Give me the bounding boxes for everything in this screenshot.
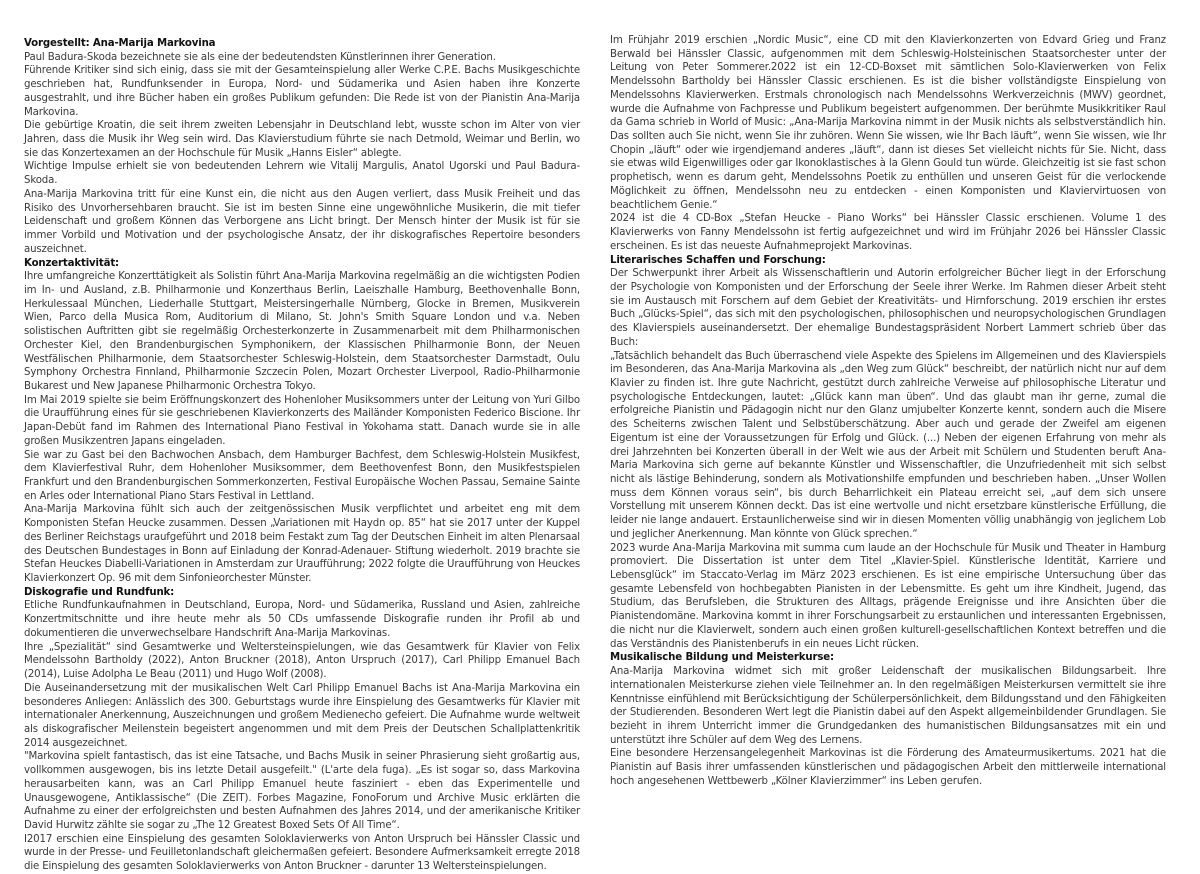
paragraph: Ihre umfangreiche Konzerttätigkeit als Solistin führt Ana-Marija Markovina regelmäßig an die wichtigsten Podien im In- und Ausland, z.B. Philharmonie und Konzerthaus Berlin, Laeiszhalle Hamburg, Beethovenhalle Bonn, Herkulessaal München, Liederhalle Stuttgart, Meistersingerhalle Nürnberg, Glocke in Bremen, Musikverein Wien, Parco della Musica Rom, Auditorium di Milano, St. John's Smith Square London und v.a. Neben solistischen Auftritten gibt sie regelmäßig Orchesterkonzerte in Zusammenarbeit mit dem Philharmonischen Orchester Kiel, den Brandenburgischen Symphonikern, der Klassischen Philharmonie Bonn, der Neuen Westfälischen Philharmonie, dem Staatsorchester Schleswig-Holstein, dem Staatsorchester Darmstadt, Oulu Symphony Orchestra Finnland, Philharmonie Szczecin Polen, Mozart Orchester Liverpool, Radio-Philharmonie Bukarest und New Japanese Philharmonic Orchestra Tokyo. <box>24 271 580 392</box>
paragraph: Wichtige Impulse erhielt sie von bedeutenden Lehrern wie Vitalij Margulis, Anatol Ugorski und Paul Badura-Skoda. <box>24 161 580 187</box>
paragraph: "Markovina spielt fantastisch, das ist eine Tatsache, und Bachs Musik in seiner Phrasierung sieht großartig aus, vollkommen ausgewogen, bis ins letzte Detail ausgefeilt." (L'arte dela fuga). „Es ist sogar so, dass Markovina herausarbeiten kann, was an Carl Philipp Emanuel heute fasziniert - eben das Experimentelle und Unausgewogene, Antiklassische“ (Die ZEIT). Forbes Magazine, FonoForum und Archive Music erklärten die Aufnahme zu einer der erfolgreichsten und besten Aufnahmen des Jahres 2014, und der amerikanische Kritiker David Hurwitz zählte sie sogar zu „The 12 Greatest Boxed Sets Of All Time“. <box>24 751 580 831</box>
paragraph: Im Mai 2019 spielte sie beim Eröffnungskonzert des Hohenloher Musiksommers unter der Leitung von Yuri Gilbo die Uraufführung eines für sie geschriebenen Klavierkonzerts des Mailänder Komponisten Federico Biscione. Ihr Japan-Debüt fand im Rahmen des International Piano Festival in Yokohama statt. Danach wurde sie in alle großen Musikzentren Japans eingeladen. <box>24 394 580 447</box>
page-title: Vorgestellt: Ana-Marija Markovina <box>24 38 216 49</box>
paragraph: Der Schwerpunkt ihrer Arbeit als Wissenschaftlerin und Autorin erfolgreicher Bücher liegt in der Erforschung der Psychologie von Komponisten und der Erforschung der Seele ihrer Werke. Im Rahmen dieser Arbeit steht sie im Austausch mit Forschern auf dem Gebiet der Kreativitäts- und Hirnforschung. 2019 erschien ihr erstes Buch „Glücks-Spiel“, das sich mit den psychologischen, philosophischen und neuropsychologischen Grundlagen des Klavierspiels auseinandersetzt. Der ehemalige Bundestagspräsident Norbert Lammert schrieb über das Buch: <box>610 268 1166 348</box>
paragraph: Ana-Marija Markovina fühlt sich auch der zeitgenössischen Musik verpflichtet und arbeitet eng mit dem Komponisten Stefan Heucke zusammen. Dessen „Variationen mit Haydn op. 85“ hat sie 2017 unter der Kuppel des Berliner Reichstags uraufgeführt und 2018 beim Festakt zum Tag der Deutschen Einheit im alten Plenarsaal des Deutschen Bundestages in Bonn auf Einladung der Konrad-Adenauer- Stiftung wiederholt. 2019 brachte sie Stefan Heuckes Diabelli-Variationen in Amsterdam zur Uraufführung; 2022 folgte die Uraufführung von Heuckes Klavierkonzert Op. 96 mit dem Sinfonieorchester Münster. <box>24 504 580 585</box>
paragraph: 2023 wurde Ana-Marija Markovina mit summa cum laude an der Hochschule für Musik und Theater in Hamburg promoviert. Die Dissertation ist unter dem Titel „Klavier-Spiel. Künstlerische Identität, Karriere und Lebensglück“ im Staccato-Verlag im März 2023 erschienen. Es ist eine empirische Untersuchung über das gesamte Lebensfeld von hochbegabten Pianisten in der Lebensmitte. Es geht um ihre Kindheit, Jugend, das Studium, das Berufsleben, die Strukturen des Alltags, prägende Ereignisse und ihre Ansichten über die Pianistendomäne. Markovina kommt in ihrer Forschungsarbeit zu erstaunlichen und interessanten Ergebnissen, die nicht nur die Klavierwelt, sondern auch einen großen kulturell-gesellschaftlichen Kontext betreffen und die das Verständnis des Pianistenberufs in ein neues Licht rücken. <box>610 542 1166 650</box>
paragraph: Im Frühjahr 2019 erschien „Nordic Music“, eine CD mit den Klavierkonzerten von Edvard Grieg und Franz Berwald bei Hänssler Classic, aufgenommen mit dem Schleswig-Holsteinischen Staatsorchester unter der Leitung von Peter Sommerer.2022 ist ein 12-CD-Boxset mit sämtlichen Solo-Klavierwerken von Felix Mendelssohn Bartholdy bei Hänssler Classic erschienen. Es ist die bisher vollständigste Einspielung von Mendelssohns Klavierwerken. Erstmals chronologisch nach Mendelssohns Werkverzeichnis (MWV) geordnet, wurde die Aufnahme von Fachpresse und Publikum begeistert aufgenommen. Der berühmte Musikkritiker Raul da Gama schrieb in World of Music: „Ana-Marija Markovina nimmt in der Musik nichts als selbstverständlich hin. Das sollten auch Sie nicht, wenn Sie ihr zuhören. Wenn Sie wissen, wie Ihr Bach läuft“, wenn Sie wissen, wie Ihr Chopin „läuft“ oder wie irgendjemand anderes „läuft“, dann ist dieses Set vielleicht nichts für Sie. Nicht, dass sie etwas wild Eigenwilliges oder gar Ikonoklastisches à la Glenn Gould tun würde. Gleichzeitig ist sie fast schon prophetisch, wenn es darum geht, Mendelssohns Poetik zu enthüllen und unseren Geist für die verlockende Möglichkeit zu öffnen, Mendelssohn neu zu entdecken - einen Komponisten und Klaviervirtuosen von beachtlichem Genie.“ <box>610 35 1166 211</box>
section-heading-literature: Literarisches Schaffen und Forschung: <box>610 254 826 266</box>
paragraph: 2024 ist die 4 CD-Box „Stefan Heucke - Piano Works“ bei Hänssler Classic erschienen. Volume 1 des Klavierwerks von Fanny Mendelssohn ist fertig aufgezeichnet und wird im Frühjahr 2026 bei Hänssler Classic erscheinen. Es ist das neueste Aufnahmeprojekt Markovinas. <box>610 213 1166 252</box>
paragraph: Etliche Rundfunkaufnahmen in Deutschland, Europa, Nord- und Südamerika, Russland und Asien, zahlreiche Konzertmitschnitte und ihre heute mehr als 50 CDs umfassende Diskografie runden ihr Profil ab und dokumentieren die unverwechselbare Handschrift Ana-Marija Markovinas. <box>24 600 580 639</box>
paragraph: Die gebürtige Kroatin, die seit ihrem zweiten Lebensjahr in Deutschland lebt, wusste schon im Alter von vier Jahren, dass die Musik ihr Weg sein wird. Das Klavierstudium führte sie nach Detmold, Weimar und Berlin, wo sie das Konzertexamen an der Hochschule für Musik „Hanns Eisler“ ablegte. <box>24 120 580 159</box>
paragraph: I2017 erschien eine Einspielung des gesamten Soloklavierwerks von Anton Urspruch bei Hänssler Classic und wurde in der Presse- und Feuilletonlandschaft gleichermaßen gefeiert. Besondere Aufmerksamkeit erregte 2018 die Einspielung des gesamten Soloklavierwerks von Anton Bruckner - darunter 13 Weltersteinspielungen. <box>24 833 580 873</box>
paragraph: Ana-Marija Markovina widmet sich mit großer Leidenschaft der musikalischen Bildungsarbeit. Ihre internationalen Meisterkurse ziehen viele Teilnehmer an. In den regelmäßigen Meisterkursen vermittelt sie ihre Kenntnisse einfühlend mit Berücksichtigung der Schülerpersönlichkeit, dem Bildungsstand und den Fähigkeiten der Studierenden. Besonderen Wert legt die Pianistin dabei auf den Aspekt allgemeinbildender Grundlagen. Sie bezieht in ihrem Unterricht immer die Grundgedanken des humanistischen Bildungsansatzes mit ein und unterstützt ihre Schüler auf dem Weg des Lernens. <box>610 666 1166 746</box>
paragraph: „Tatsächlich behandelt das Buch überraschend viele Aspekte des Spielens im Allgemeinen und des Klavierspiels im Besonderen, das Ana-Marija Markovina als „den Weg zum Glück“ beschreibt, der natürlich nicht nur auf dem Klavier zu finden ist. Ihre gute Nachricht, gestützt durch zahlreiche Verweise auf philosophische Literatur und psychologische Entdeckungen, lautet: „Glück kann man üben“. Und das glaubt man ihr gerne, zumal die erfolgreiche Pianistin und Pädagogin nicht nur den Glanz umjubelter Konzerte kennt, sondern auch die Misere des Scheiterns zwischen Talent und Selbstüberschätzung. Aber auch und gerade der Zweifel am eigenen Eigentum ist eine der Voraussetzungen für Erfolg und Glück. (...) Neben der eigenen Erfahrung von mehr als drei Jahrzehnten bei Konzerten überall in der Welt wie aus der Arbeit mit Schülern und Studenten beruft Ana-Maria Markovina sich gerne auf bekannte Künstler und Wissenschaftler, die Unzufriedenheit mit sich selbst nicht als lästige Behinderung, sondern als Motivationshilfe empfunden und beschrieben haben. „Unser Wollen muss dem Können voraus sein“, bis durch Beharrlichkeit ein Plateau erreicht sei, „auf dem sich unsere Vorstellung mit unserem Können deckt. Das ist eine wertvolle und nicht ersetzbare künstlerische Erfüllung, die leider nie lange andauert. Erstaunlicherweise sind wir in diesen Momenten völlig unabhängig von jeglichem Lob und jeglicher Anerkennung. Man könnte von Glück sprechen.“ <box>610 350 1166 540</box>
section-heading-concert: Konzertaktivität: <box>24 257 119 269</box>
paragraph: Ana-Marija Markovina tritt für eine Kunst ein, die nicht aus den Augen verliert, dass Musik Freiheit und das Risiko des Unvorhersehbaren braucht. Sie ist im besten Sinne eine ungewöhnliche Musikerin, die mit tiefer Leidenschaft und großem Können das Verborgene ans Licht bringt. Der Mensch hinter der Musik ist für sie immer Vorbild und Motivation und der psychologische Ansatz, der ihr diskografisches Repertoire besonders auszeichnet. <box>24 188 580 255</box>
section-heading-education: Musikalische Bildung und Meisterkurse: <box>610 652 834 664</box>
paragraph: Eine besondere Herzensangelegenheit Markovinas ist die Förderung des Amateurmusikertums. 2021 hat die Pianistin auf Basis ihrer umfassenden künstlerischen und pädagogischen Arbeit den mittlerweile international hoch angesehenen Wettbewerb „Kölner Klavierzimmer“ ins Leben gerufen. <box>610 748 1166 787</box>
left-column <box>24 37 580 874</box>
section-heading-discography: Diskografie und Rundfunk: <box>24 586 175 598</box>
paragraph: Sie war zu Gast bei den Bachwochen Ansbach, dem Hamburger Bachfest, dem Schleswig-Holstein Musikfest, dem Klavierfestival Ruhr, dem Hohenloher Musiksommer, dem Beethovenfest Bonn, den Musikfestspielen Frankfurt und den Brandenburgischen Sommerkonzerten, Festival Europäische Wochen Passau, Semaine Sainte en Arles oder International Piano Stars Festival in Lettland. <box>24 449 580 502</box>
right-column <box>610 34 1166 789</box>
paragraph: Führende Kritiker sind sich einig, dass sie mit der Gesamteinspielung aller Werke C.P.E. Bachs Musikgeschichte geschrieben hat, Rundfunksender in Europa, Nord- und Südamerika und Asien haben ihre Konzerte ausgestrahlt, und ihre Bücher haben ein großes Publikum gefunden: Die Rede ist von der Pianistin Ana-Marija Markovina. <box>24 65 580 118</box>
paragraph: Paul Badura-Skoda bezeichnete sie als eine der bedeutendsten Künstlerinnen ihrer Generation. <box>24 51 496 63</box>
paragraph: Die Auseinandersetzung mit der musikalischen Welt Carl Philipp Emanuel Bachs ist Ana-Marija Markovina ein besonderes Anliegen: Anlässlich des 300. Geburtstags wurde ihre Einspielung des Gesamtwerks für Klavier mit internationaler Anerkennung, Auszeichnungen und großem Medienecho gefeiert. Die Aufnahme wurde weltweit als diskografischer Meilenstein begeistert angenommen und mit dem Preis der Deutschen Schallplattenkritik 2014 ausgezeichnet. <box>24 682 580 749</box>
paragraph: Ihre „Spezialität“ sind Gesamtwerke und Weltersteinspielungen, wie das Gesamtwerk für Klavier von Felix Mendelssohn Bartholdy (2022), Anton Bruckner (2018), Anton Urspruch (2017), Carl Philipp Emanuel Bach (2014), Luise Adolpha Le Beau (2011) und Hugo Wolf (2008). <box>24 641 580 681</box>
